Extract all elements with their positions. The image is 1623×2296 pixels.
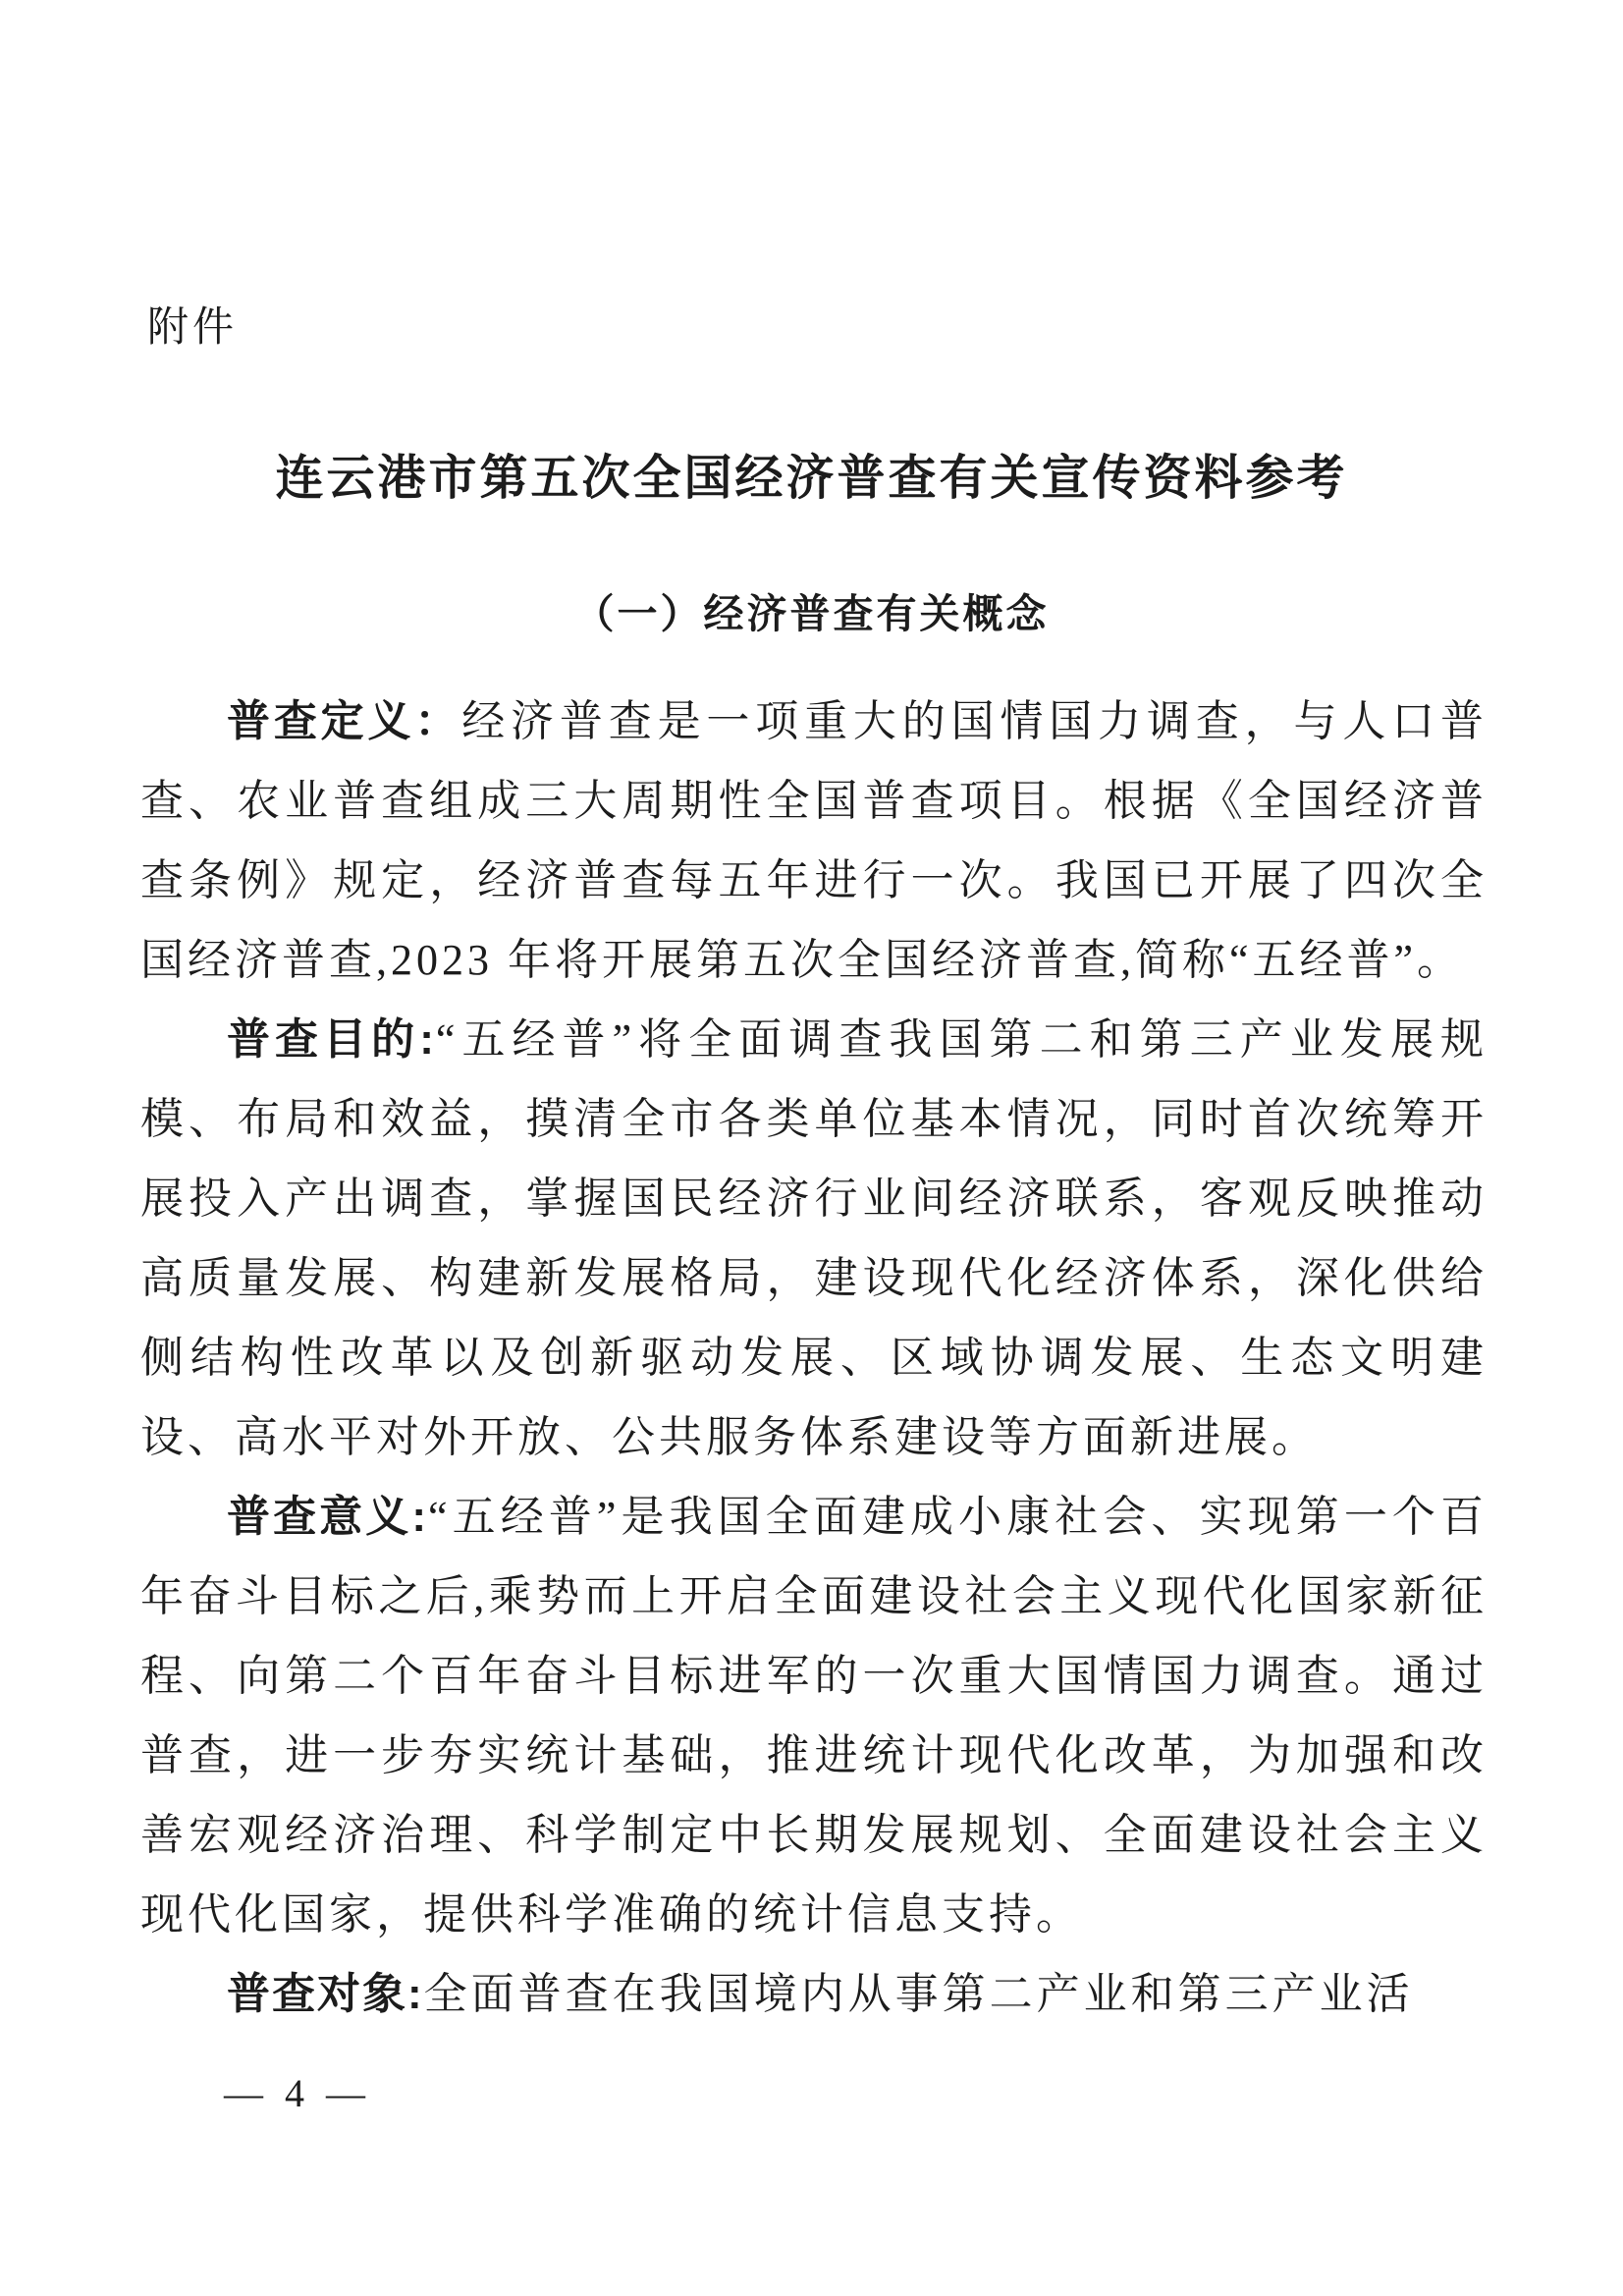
paragraph-purpose-text: “五经普”将全面调查我国第二和第三产业发展规模、布局和效益，摸清全市各类单位基本情况，同时首次统筹开展投入产出调查，掌握国民经济行业间经济联系，客观反映推动高质量发展、构建新发展格局，建设现代化经济体系，深化供给侧结构性改革以及创新驱动发展、区域协调发展、生态文明建设、高水平对外开放、公共服务体系建设等方面新进展。	[140, 1015, 1488, 1461]
paragraph-significance-label: 普查意义:	[227, 1493, 429, 1541]
paragraph-definition-label: 普查定义：	[227, 697, 462, 745]
paragraph-subjects-label: 普查对象:	[227, 1970, 424, 2018]
page-number: — 4 —	[224, 2071, 371, 2115]
paragraph-definition	[140, 682, 1488, 1000]
document-body	[140, 682, 1488, 2034]
section-heading: （一）经济普查有关概念	[573, 591, 1050, 636]
paragraph-subjects	[140, 1954, 1488, 2034]
paragraph-purpose-label: 普查目的:	[227, 1015, 436, 1064]
paragraph-significance	[140, 1477, 1488, 1954]
paragraph-definition-text: 经济普查是一项重大的国情国力调查，与人口普查、农业普查组成三大周期性全国普查项目。根据《全国经济普查条例》规定，经济普查每五年进行一次。我国已开展了四次全国经济普查,2023 年将开展第五次全国经济普查,简称“五经普”。	[140, 697, 1488, 984]
attachment-label: 附件	[147, 305, 239, 351]
paragraph-significance-text: “五经普”是我国全面建成小康社会、实现第一个百年奋斗目标之后,乘势而上开启全面建设社会主义现代化国家新征程、向第二个百年奋斗目标进军的一次重大国情国力调查。通过普查，进一步夯实统计基础，推进统计现代化改革，为加强和改善宏观经济治理、科学制定中长期发展规划、全面建设社会主义现代化国家，提供科学准确的统计信息支持。	[140, 1493, 1488, 1939]
page-title: 连云港市第五次全国经济普查有关宣传资料参考	[275, 451, 1348, 505]
paragraph-purpose	[140, 1000, 1488, 1477]
paragraph-subjects-text: 全面普查在我国境内从事第二产业和第三产业活	[423, 1970, 1414, 2018]
